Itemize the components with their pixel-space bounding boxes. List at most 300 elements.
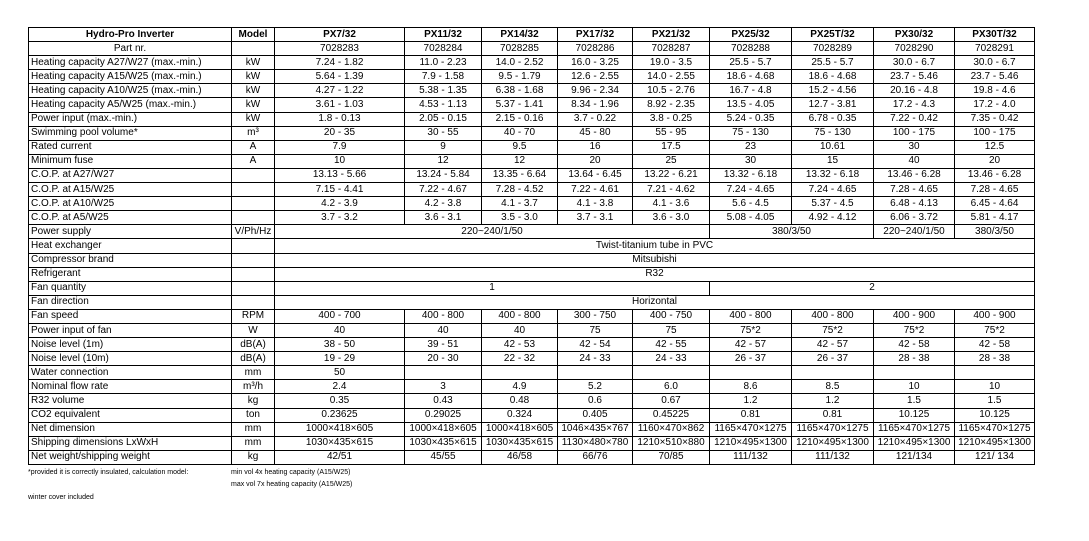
- value-cell: 45/55: [405, 450, 482, 464]
- value-cell: 1210×510×880: [633, 436, 710, 450]
- value-cell: 1210×495×1300: [955, 436, 1035, 450]
- value-cell: 30: [710, 154, 792, 168]
- value-cell: 3.7 - 3.2: [275, 211, 405, 225]
- row-label: Heating capacity A5/W25 (max.-min.): [29, 98, 232, 112]
- value-cell: 8.92 - 2.35: [633, 98, 710, 112]
- value-cell: 8.5: [792, 380, 874, 394]
- value-cell: 8.6: [710, 380, 792, 394]
- table-row: [29, 450, 1035, 464]
- row-unit: mm: [232, 436, 275, 450]
- row-label: Noise level (10m): [29, 352, 232, 366]
- value-cell: 7028286: [558, 42, 633, 56]
- value-cell: 3.61 - 1.03: [275, 98, 405, 112]
- row-label: Nominal flow rate: [29, 380, 232, 394]
- value-cell: 25: [633, 154, 710, 168]
- value-cell: 23.7 - 5.46: [955, 70, 1035, 84]
- row-label: Heating capacity A15/W25 (max.-min.): [29, 70, 232, 84]
- value-cell: [955, 366, 1035, 380]
- value-cell: 1000×418×605: [482, 422, 558, 436]
- row-label: Fan direction: [29, 295, 232, 309]
- value-cell: [405, 366, 482, 380]
- value-cell: 7.9: [275, 140, 405, 154]
- value-cell: 1030×435×615: [275, 436, 405, 450]
- row-label: Fan quantity: [29, 281, 232, 295]
- row-label: Refrigerant: [29, 267, 232, 281]
- value-cell: 12.7 - 3.81: [792, 98, 874, 112]
- row-unit: ton: [232, 408, 275, 422]
- footnote-insulation: *provided it is correctly insulated, calculation model:: [28, 469, 189, 476]
- row-label: CO2 equivalent: [29, 408, 232, 422]
- row-label: Heating capacity A10/W25 (max.-min.): [29, 84, 232, 98]
- value-cell: 4.1 - 3.7: [482, 197, 558, 211]
- value-cell: 7028287: [633, 42, 710, 56]
- row-unit: [232, 267, 275, 281]
- row-label: R32 volume: [29, 394, 232, 408]
- row-label: Net weight/shipping weight: [29, 450, 232, 464]
- value-cell: 42/51: [275, 450, 405, 464]
- row-label: C.O.P. at A27/W27: [29, 168, 232, 182]
- value-cell: 3.6 - 3.0: [633, 211, 710, 225]
- row-label: Heat exchanger: [29, 239, 232, 253]
- value-cell: 18.6 - 4.68: [710, 70, 792, 84]
- merged-value-cell: 220~240/1/50: [874, 225, 955, 239]
- row-label: C.O.P. at A10/W25: [29, 197, 232, 211]
- value-cell: 400 - 800: [405, 309, 482, 323]
- merged-value-cell: 2: [710, 281, 1035, 295]
- model-header: PX25T/32: [792, 28, 874, 42]
- value-cell: 1.5: [955, 394, 1035, 408]
- table-row: [29, 323, 1035, 337]
- row-label: Minimum fuse: [29, 154, 232, 168]
- value-cell: 10.5 - 2.76: [633, 84, 710, 98]
- value-cell: 70/85: [633, 450, 710, 464]
- footnote-min-vol: min vol 4x heating capacity (A15/W25): [231, 469, 351, 476]
- value-cell: 20 - 30: [405, 352, 482, 366]
- value-cell: 5.37 - 4.5: [792, 197, 874, 211]
- value-cell: 4.1 - 3.8: [558, 197, 633, 211]
- model-header: PX25/32: [710, 28, 792, 42]
- value-cell: 7.24 - 4.65: [710, 183, 792, 197]
- row-unit: dB(A): [232, 352, 275, 366]
- value-cell: 42 - 54: [558, 338, 633, 352]
- table-row: [29, 154, 1035, 168]
- row-unit: dB(A): [232, 338, 275, 352]
- table-row: [29, 56, 1035, 70]
- value-cell: 9.5 - 1.79: [482, 70, 558, 84]
- row-unit: [232, 295, 275, 309]
- value-cell: 42 - 55: [633, 338, 710, 352]
- table-row: [29, 239, 1035, 253]
- value-cell: 23: [710, 140, 792, 154]
- value-cell: 7.21 - 4.62: [633, 183, 710, 197]
- value-cell: 14.0 - 2.55: [633, 70, 710, 84]
- row-label: Power input (max.-min.): [29, 112, 232, 126]
- table-row: [29, 183, 1035, 197]
- value-cell: 1000×418×605: [405, 422, 482, 436]
- table-row: [29, 436, 1035, 450]
- value-cell: 7.24 - 4.65: [792, 183, 874, 197]
- table-row: [29, 225, 1035, 239]
- value-cell: 6.06 - 3.72: [874, 211, 955, 225]
- value-cell: 25.5 - 5.7: [710, 56, 792, 70]
- model-header: PX17/32: [558, 28, 633, 42]
- value-cell: 40 - 70: [482, 126, 558, 140]
- value-cell: 0.29025: [405, 408, 482, 422]
- value-cell: 26 - 37: [792, 352, 874, 366]
- row-label: Water connection: [29, 366, 232, 380]
- row-unit: mm: [232, 366, 275, 380]
- row-label: C.O.P. at A5/W25: [29, 211, 232, 225]
- value-cell: 400 - 700: [275, 309, 405, 323]
- value-cell: 26 - 37: [710, 352, 792, 366]
- value-cell: 7.9 - 1.58: [405, 70, 482, 84]
- value-cell: 3.5 - 3.0: [482, 211, 558, 225]
- value-cell: 0.81: [792, 408, 874, 422]
- value-cell: 0.67: [633, 394, 710, 408]
- value-cell: 13.46 - 6.28: [955, 168, 1035, 182]
- value-cell: 400 - 800: [792, 309, 874, 323]
- value-cell: 40: [275, 323, 405, 337]
- table-row: [29, 197, 1035, 211]
- row-unit: kW: [232, 98, 275, 112]
- table-row: [29, 281, 1035, 295]
- value-cell: [633, 366, 710, 380]
- spec-body: [29, 42, 1035, 465]
- value-cell: 75*2: [955, 323, 1035, 337]
- table-row: [29, 168, 1035, 182]
- value-cell: 10: [955, 380, 1035, 394]
- row-unit: [232, 42, 275, 56]
- value-cell: 1.2: [792, 394, 874, 408]
- value-cell: 3.7 - 3.1: [558, 211, 633, 225]
- model-header: PX21/32: [633, 28, 710, 42]
- value-cell: 7.35 - 0.42: [955, 112, 1035, 126]
- value-cell: 5.6 - 4.5: [710, 197, 792, 211]
- value-cell: 24 - 33: [558, 352, 633, 366]
- value-cell: 400 - 750: [633, 309, 710, 323]
- value-cell: 7.22 - 4.67: [405, 183, 482, 197]
- value-cell: 3.6 - 3.1: [405, 211, 482, 225]
- value-cell: 13.13 - 5.66: [275, 168, 405, 182]
- value-cell: 121/ 134: [955, 450, 1035, 464]
- merged-value-cell: R32: [275, 267, 1035, 281]
- row-label: Part nr.: [29, 42, 232, 56]
- merged-value-cell: 1: [275, 281, 710, 295]
- value-cell: 0.405: [558, 408, 633, 422]
- table-row: [29, 394, 1035, 408]
- value-cell: 3.7 - 0.22: [558, 112, 633, 126]
- value-cell: 1.5: [874, 394, 955, 408]
- value-cell: 1210×495×1300: [874, 436, 955, 450]
- value-cell: 1160×470×862: [633, 422, 710, 436]
- merged-value-cell: 380/3/50: [710, 225, 874, 239]
- value-cell: 42 - 57: [792, 338, 874, 352]
- value-cell: 39 - 51: [405, 338, 482, 352]
- value-cell: 75: [558, 323, 633, 337]
- value-cell: 30: [874, 140, 955, 154]
- value-cell: 0.23625: [275, 408, 405, 422]
- value-cell: 1.2: [710, 394, 792, 408]
- row-unit: m³: [232, 126, 275, 140]
- value-cell: 5.37 - 1.41: [482, 98, 558, 112]
- value-cell: 6.48 - 4.13: [874, 197, 955, 211]
- value-cell: 1210×495×1300: [792, 436, 874, 450]
- value-cell: 14.0 - 2.52: [482, 56, 558, 70]
- table-row: [29, 422, 1035, 436]
- value-cell: 0.324: [482, 408, 558, 422]
- row-label: Power supply: [29, 225, 232, 239]
- row-unit: kg: [232, 450, 275, 464]
- value-cell: 1165×470×1275: [955, 422, 1035, 436]
- value-cell: 40: [874, 154, 955, 168]
- value-cell: 17.2 - 4.3: [874, 98, 955, 112]
- value-cell: 0.45225: [633, 408, 710, 422]
- value-cell: 7028283: [275, 42, 405, 56]
- value-cell: 1030×435×615: [482, 436, 558, 450]
- value-cell: 7.22 - 0.42: [874, 112, 955, 126]
- value-cell: 40: [405, 323, 482, 337]
- value-cell: 111/132: [710, 450, 792, 464]
- footnote-winter-cover: winter cover included: [28, 494, 94, 501]
- value-cell: 0.81: [710, 408, 792, 422]
- value-cell: 0.48: [482, 394, 558, 408]
- value-cell: 1030×435×615: [405, 436, 482, 450]
- value-cell: 12: [405, 154, 482, 168]
- value-cell: [792, 366, 874, 380]
- row-unit: [232, 197, 275, 211]
- merged-value-cell: Twist-titanium tube in PVC: [275, 239, 1035, 253]
- value-cell: 4.2 - 3.8: [405, 197, 482, 211]
- value-cell: 1.8 - 0.13: [275, 112, 405, 126]
- row-label: Compressor brand: [29, 253, 232, 267]
- value-cell: 75*2: [710, 323, 792, 337]
- row-label: Swimming pool volume*: [29, 126, 232, 140]
- row-unit: A: [232, 154, 275, 168]
- model-header: PX14/32: [482, 28, 558, 42]
- table-row: [29, 309, 1035, 323]
- value-cell: 30.0 - 6.7: [955, 56, 1035, 70]
- row-label: Noise level (1m): [29, 338, 232, 352]
- value-cell: 28 - 38: [955, 352, 1035, 366]
- value-cell: [874, 366, 955, 380]
- table-row: [29, 84, 1035, 98]
- value-cell: 23.7 - 5.46: [874, 70, 955, 84]
- value-cell: 6.0: [633, 380, 710, 394]
- table-row: [29, 338, 1035, 352]
- value-cell: 1165×470×1275: [710, 422, 792, 436]
- table-row: [29, 42, 1035, 56]
- value-cell: 100 - 175: [955, 126, 1035, 140]
- value-cell: 13.46 - 6.28: [874, 168, 955, 182]
- value-cell: 1130×480×780: [558, 436, 633, 450]
- value-cell: 12: [482, 154, 558, 168]
- merged-value-cell: Horizontal: [275, 295, 1035, 309]
- value-cell: 13.32 - 6.18: [710, 168, 792, 182]
- value-cell: 1000×418×605: [275, 422, 405, 436]
- value-cell: 15.2 - 4.56: [792, 84, 874, 98]
- value-cell: 10.125: [874, 408, 955, 422]
- value-cell: 42 - 58: [955, 338, 1035, 352]
- value-cell: 400 - 800: [710, 309, 792, 323]
- value-cell: 121/134: [874, 450, 955, 464]
- row-label: Rated current: [29, 140, 232, 154]
- value-cell: [482, 366, 558, 380]
- value-cell: 10.61: [792, 140, 874, 154]
- value-cell: 13.22 - 6.21: [633, 168, 710, 182]
- value-cell: 38 - 50: [275, 338, 405, 352]
- value-cell: 5.2: [558, 380, 633, 394]
- value-cell: 46/58: [482, 450, 558, 464]
- value-cell: 13.24 - 5.84: [405, 168, 482, 182]
- table-row: [29, 267, 1035, 281]
- value-cell: 30 - 55: [405, 126, 482, 140]
- value-cell: 75*2: [874, 323, 955, 337]
- value-cell: 1210×495×1300: [710, 436, 792, 450]
- value-cell: 42 - 57: [710, 338, 792, 352]
- row-unit: kW: [232, 70, 275, 84]
- value-cell: 1165×470×1275: [874, 422, 955, 436]
- table-row: [29, 295, 1035, 309]
- value-cell: 5.38 - 1.35: [405, 84, 482, 98]
- merged-value-cell: Mitsubishi: [275, 253, 1035, 267]
- model-header: PX7/32: [275, 28, 405, 42]
- value-cell: 111/132: [792, 450, 874, 464]
- value-cell: 13.35 - 6.64: [482, 168, 558, 182]
- model-header: PX30T/32: [955, 28, 1035, 42]
- row-unit: mm: [232, 422, 275, 436]
- value-cell: 12.6 - 2.55: [558, 70, 633, 84]
- row-unit: kW: [232, 84, 275, 98]
- value-cell: 20.16 - 4.8: [874, 84, 955, 98]
- row-label: Power input of fan: [29, 323, 232, 337]
- value-cell: 300 - 750: [558, 309, 633, 323]
- table-row: [29, 352, 1035, 366]
- value-cell: 17.5: [633, 140, 710, 154]
- value-cell: 10: [874, 380, 955, 394]
- value-cell: 13.5 - 4.05: [710, 98, 792, 112]
- row-unit: [232, 281, 275, 295]
- value-cell: 75 - 130: [710, 126, 792, 140]
- value-cell: [710, 366, 792, 380]
- row-label: C.O.P. at A15/W25: [29, 183, 232, 197]
- value-cell: 7.22 - 4.61: [558, 183, 633, 197]
- table-row: [29, 98, 1035, 112]
- value-cell: 4.27 - 1.22: [275, 84, 405, 98]
- value-cell: 7.15 - 4.41: [275, 183, 405, 197]
- value-cell: 5.64 - 1.39: [275, 70, 405, 84]
- value-cell: 13.32 - 6.18: [792, 168, 874, 182]
- value-cell: 30.0 - 6.7: [874, 56, 955, 70]
- merged-value-cell: 220~240/1/50: [275, 225, 710, 239]
- value-cell: 19 - 29: [275, 352, 405, 366]
- row-label: Shipping dimensions LxWxH: [29, 436, 232, 450]
- table-row: [29, 112, 1035, 126]
- value-cell: 2.4: [275, 380, 405, 394]
- value-cell: 75: [633, 323, 710, 337]
- value-cell: 4.92 - 4.12: [792, 211, 874, 225]
- value-cell: 4.53 - 1.13: [405, 98, 482, 112]
- row-unit: W: [232, 323, 275, 337]
- row-unit: m³/h: [232, 380, 275, 394]
- value-cell: 7028288: [710, 42, 792, 56]
- value-cell: 400 - 900: [955, 309, 1035, 323]
- value-cell: 20: [558, 154, 633, 168]
- value-cell: 11.0 - 2.23: [405, 56, 482, 70]
- value-cell: 42 - 58: [874, 338, 955, 352]
- row-unit: V/Ph/Hz: [232, 225, 275, 239]
- row-unit: kW: [232, 56, 275, 70]
- value-cell: 7.24 - 1.82: [275, 56, 405, 70]
- model-header: PX30/32: [874, 28, 955, 42]
- value-cell: 2.05 - 0.15: [405, 112, 482, 126]
- value-cell: 7.28 - 4.65: [874, 183, 955, 197]
- table-row: [29, 408, 1035, 422]
- value-cell: 13.64 - 6.45: [558, 168, 633, 182]
- value-cell: 7.28 - 4.52: [482, 183, 558, 197]
- value-cell: 9: [405, 140, 482, 154]
- value-cell: 22 - 32: [482, 352, 558, 366]
- row-unit: kW: [232, 112, 275, 126]
- value-cell: 66/76: [558, 450, 633, 464]
- row-label: Fan speed: [29, 309, 232, 323]
- value-cell: 18.6 - 4.68: [792, 70, 874, 84]
- spec-table: [28, 27, 1035, 465]
- value-cell: 100 - 175: [874, 126, 955, 140]
- value-cell: 3.8 - 0.25: [633, 112, 710, 126]
- value-cell: 0.35: [275, 394, 405, 408]
- value-cell: 7028289: [792, 42, 874, 56]
- value-cell: 4.2 - 3.9: [275, 197, 405, 211]
- row-unit: A: [232, 140, 275, 154]
- value-cell: 7028284: [405, 42, 482, 56]
- value-cell: 12.5: [955, 140, 1035, 154]
- value-cell: 28 - 38: [874, 352, 955, 366]
- model-header: PX11/32: [405, 28, 482, 42]
- value-cell: 7.28 - 4.65: [955, 183, 1035, 197]
- table-row: [29, 211, 1035, 225]
- value-cell: 6.38 - 1.68: [482, 84, 558, 98]
- merged-value-cell: 380/3/50: [955, 225, 1035, 239]
- value-cell: 8.34 - 1.96: [558, 98, 633, 112]
- value-cell: 24 - 33: [633, 352, 710, 366]
- value-cell: 50: [275, 366, 405, 380]
- value-cell: 75 - 130: [792, 126, 874, 140]
- row-label: Heating capacity A27/W27 (max.-min.): [29, 56, 232, 70]
- value-cell: 40: [482, 323, 558, 337]
- value-cell: 10: [275, 154, 405, 168]
- value-cell: 4.9: [482, 380, 558, 394]
- value-cell: 16.0 - 3.25: [558, 56, 633, 70]
- value-cell: 19.8 - 4.6: [955, 84, 1035, 98]
- header-row: [29, 28, 1035, 42]
- row-unit: kg: [232, 394, 275, 408]
- row-unit: [232, 168, 275, 182]
- value-cell: 10.125: [955, 408, 1035, 422]
- value-cell: 16.7 - 4.8: [710, 84, 792, 98]
- value-cell: 3: [405, 380, 482, 394]
- table-row: [29, 70, 1035, 84]
- table-row: [29, 366, 1035, 380]
- value-cell: 400 - 900: [874, 309, 955, 323]
- value-cell: 1165×470×1275: [792, 422, 874, 436]
- header-unit: Model: [232, 28, 275, 42]
- row-label: Net dimension: [29, 422, 232, 436]
- value-cell: 75*2: [792, 323, 874, 337]
- value-cell: 2.15 - 0.16: [482, 112, 558, 126]
- value-cell: 400 - 800: [482, 309, 558, 323]
- row-unit: [232, 183, 275, 197]
- value-cell: 17.2 - 4.0: [955, 98, 1035, 112]
